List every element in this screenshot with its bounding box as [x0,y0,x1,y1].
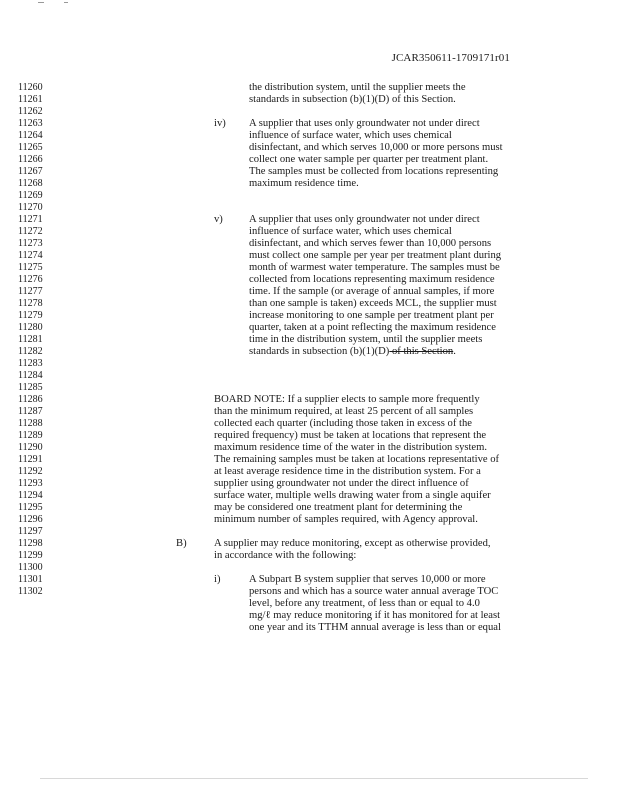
text-line: minimum number of samples required, with Agency approval. [214,514,478,525]
line-number: 11292 [18,466,43,477]
text-line: collected each quarter (including those taken in excess of the [214,418,472,429]
text-line: standards in subsection (b)(1)(D) of this Section. [249,94,456,105]
line-number: 11260 [18,82,43,93]
line-number: 11286 [18,394,43,405]
list-marker-iv: iv) [214,118,226,129]
text-line: BOARD NOTE: If a supplier elects to sample more frequently [214,394,480,405]
struck-text: of this Section [389,346,454,357]
line-number: 11284 [18,370,43,381]
text-line: A supplier that uses only groundwater not under direct [249,118,480,129]
line-number: 11282 [18,346,43,357]
line-number: 11261 [18,94,43,105]
line-number: 11290 [18,442,43,453]
line-number: 11269 [18,190,43,201]
line-number: 11270 [18,202,43,213]
line-number: 11267 [18,166,43,177]
scan-mark [38,0,78,6]
line-number: 11274 [18,250,43,261]
text-line: at least average residence time in the distribution system. For a [214,466,481,477]
line-number: 11272 [18,226,43,237]
text-line: time. If the sample (or average of annual samples, if more [249,286,495,297]
text-line: maximum residence time of the water in the distribution system. [214,442,488,453]
text-line: time in the distribution system, until the supplier meets [249,334,483,345]
line-number: 11300 [18,562,43,573]
document-id-header: JCAR350611-1709171r01 [391,52,510,64]
line-number: 11281 [18,334,43,345]
line-number: 11298 [18,538,43,549]
line-number: 11276 [18,274,43,285]
line-number: 11283 [18,358,43,369]
line-number: 11268 [18,178,43,189]
period: . [453,346,456,357]
line-number: 11295 [18,502,43,513]
text-line: surface water, multiple wells drawing water from a single aquifer [214,490,491,501]
text-line-amended [249,346,456,358]
line-number: 11287 [18,406,43,417]
line-number: 11296 [18,514,43,525]
text-line: disinfectant, and which serves 10,000 or more persons must [249,142,503,153]
line-number: 11266 [18,154,43,165]
text-line: than the minimum required, at least 25 percent of all samples [214,406,474,417]
text-line: mg/ℓ may reduce monitoring if it has monitored for at least [249,610,501,621]
line-number: 11277 [18,286,43,297]
text-line: increase monitoring to one sample per treatment plant per [249,310,494,321]
text-line: disinfectant, and which serves fewer than 10,000 persons [249,238,492,249]
line-number: 11302 [18,586,43,597]
text-line: The samples must be collected from locations representing [249,166,499,177]
line-number: 11271 [18,214,43,225]
text-line: one year and its TTHM annual average is less than or equal [249,622,501,633]
text-line: influence of surface water, which uses chemical [249,130,452,141]
line-number: 11299 [18,550,43,561]
text-line: maximum residence time. [249,178,359,189]
list-marker-i: i) [214,574,221,585]
line-number: 11265 [18,142,43,153]
text-line: A Subpart B system supplier that serves 10,000 or more [249,574,486,585]
line-number: 11294 [18,490,43,501]
text-line: collected from locations representing maximum residence [249,274,495,285]
text-line: persons and which has a source water annual average TOC [249,586,499,597]
retained-text: standards in subsection (b)(1)(D) [249,346,390,357]
line-number: 11264 [18,130,43,141]
text-line: The remaining samples must be taken at locations representative of [214,454,500,465]
text-line: collect one water sample per quarter per treatment plant. [249,154,489,165]
text-line: A supplier that uses only groundwater not under direct [249,214,480,225]
text-line: than one sample is taken) exceeds MCL, the supplier must [249,298,497,309]
text-line: A supplier may reduce monitoring, except as otherwise provided, [214,538,491,549]
list-marker-B: B) [176,538,187,549]
line-number: 11285 [18,382,43,393]
text-line: quarter, taken at a point reflecting the maximum residence [249,322,496,333]
line-number: 11278 [18,298,43,309]
text-line: the distribution system, until the supplier meets the [249,82,466,93]
line-number: 11288 [18,418,43,429]
line-number: 11291 [18,454,43,465]
line-number: 11273 [18,238,43,249]
text-line: may be considered one treatment plant for determining the [214,502,463,513]
text-line: required frequency) must be taken at locations that represent the [214,430,487,441]
text-line: in accordance with the following: [214,550,357,561]
text-line: influence of surface water, which uses chemical [249,226,452,237]
line-number: 11279 [18,310,43,321]
list-marker-v: v) [214,214,223,225]
line-number: 11301 [18,574,43,585]
page-edge-line [40,778,588,779]
line-number: 11262 [18,106,43,117]
line-number: 11293 [18,478,43,489]
text-line: level, before any treatment, of less than or equal to 4.0 [249,598,480,609]
text-line: month of warmest water temperature. The samples must be [249,262,500,273]
line-number: 11289 [18,430,43,441]
text-line: must collect one sample per year per treatment plant during [249,250,502,261]
line-number: 11275 [18,262,43,273]
line-number: 11280 [18,322,43,333]
line-number: 11297 [18,526,43,537]
line-number: 11263 [18,118,43,129]
text-line: supplier using groundwater not under the direct influence of [214,478,469,489]
